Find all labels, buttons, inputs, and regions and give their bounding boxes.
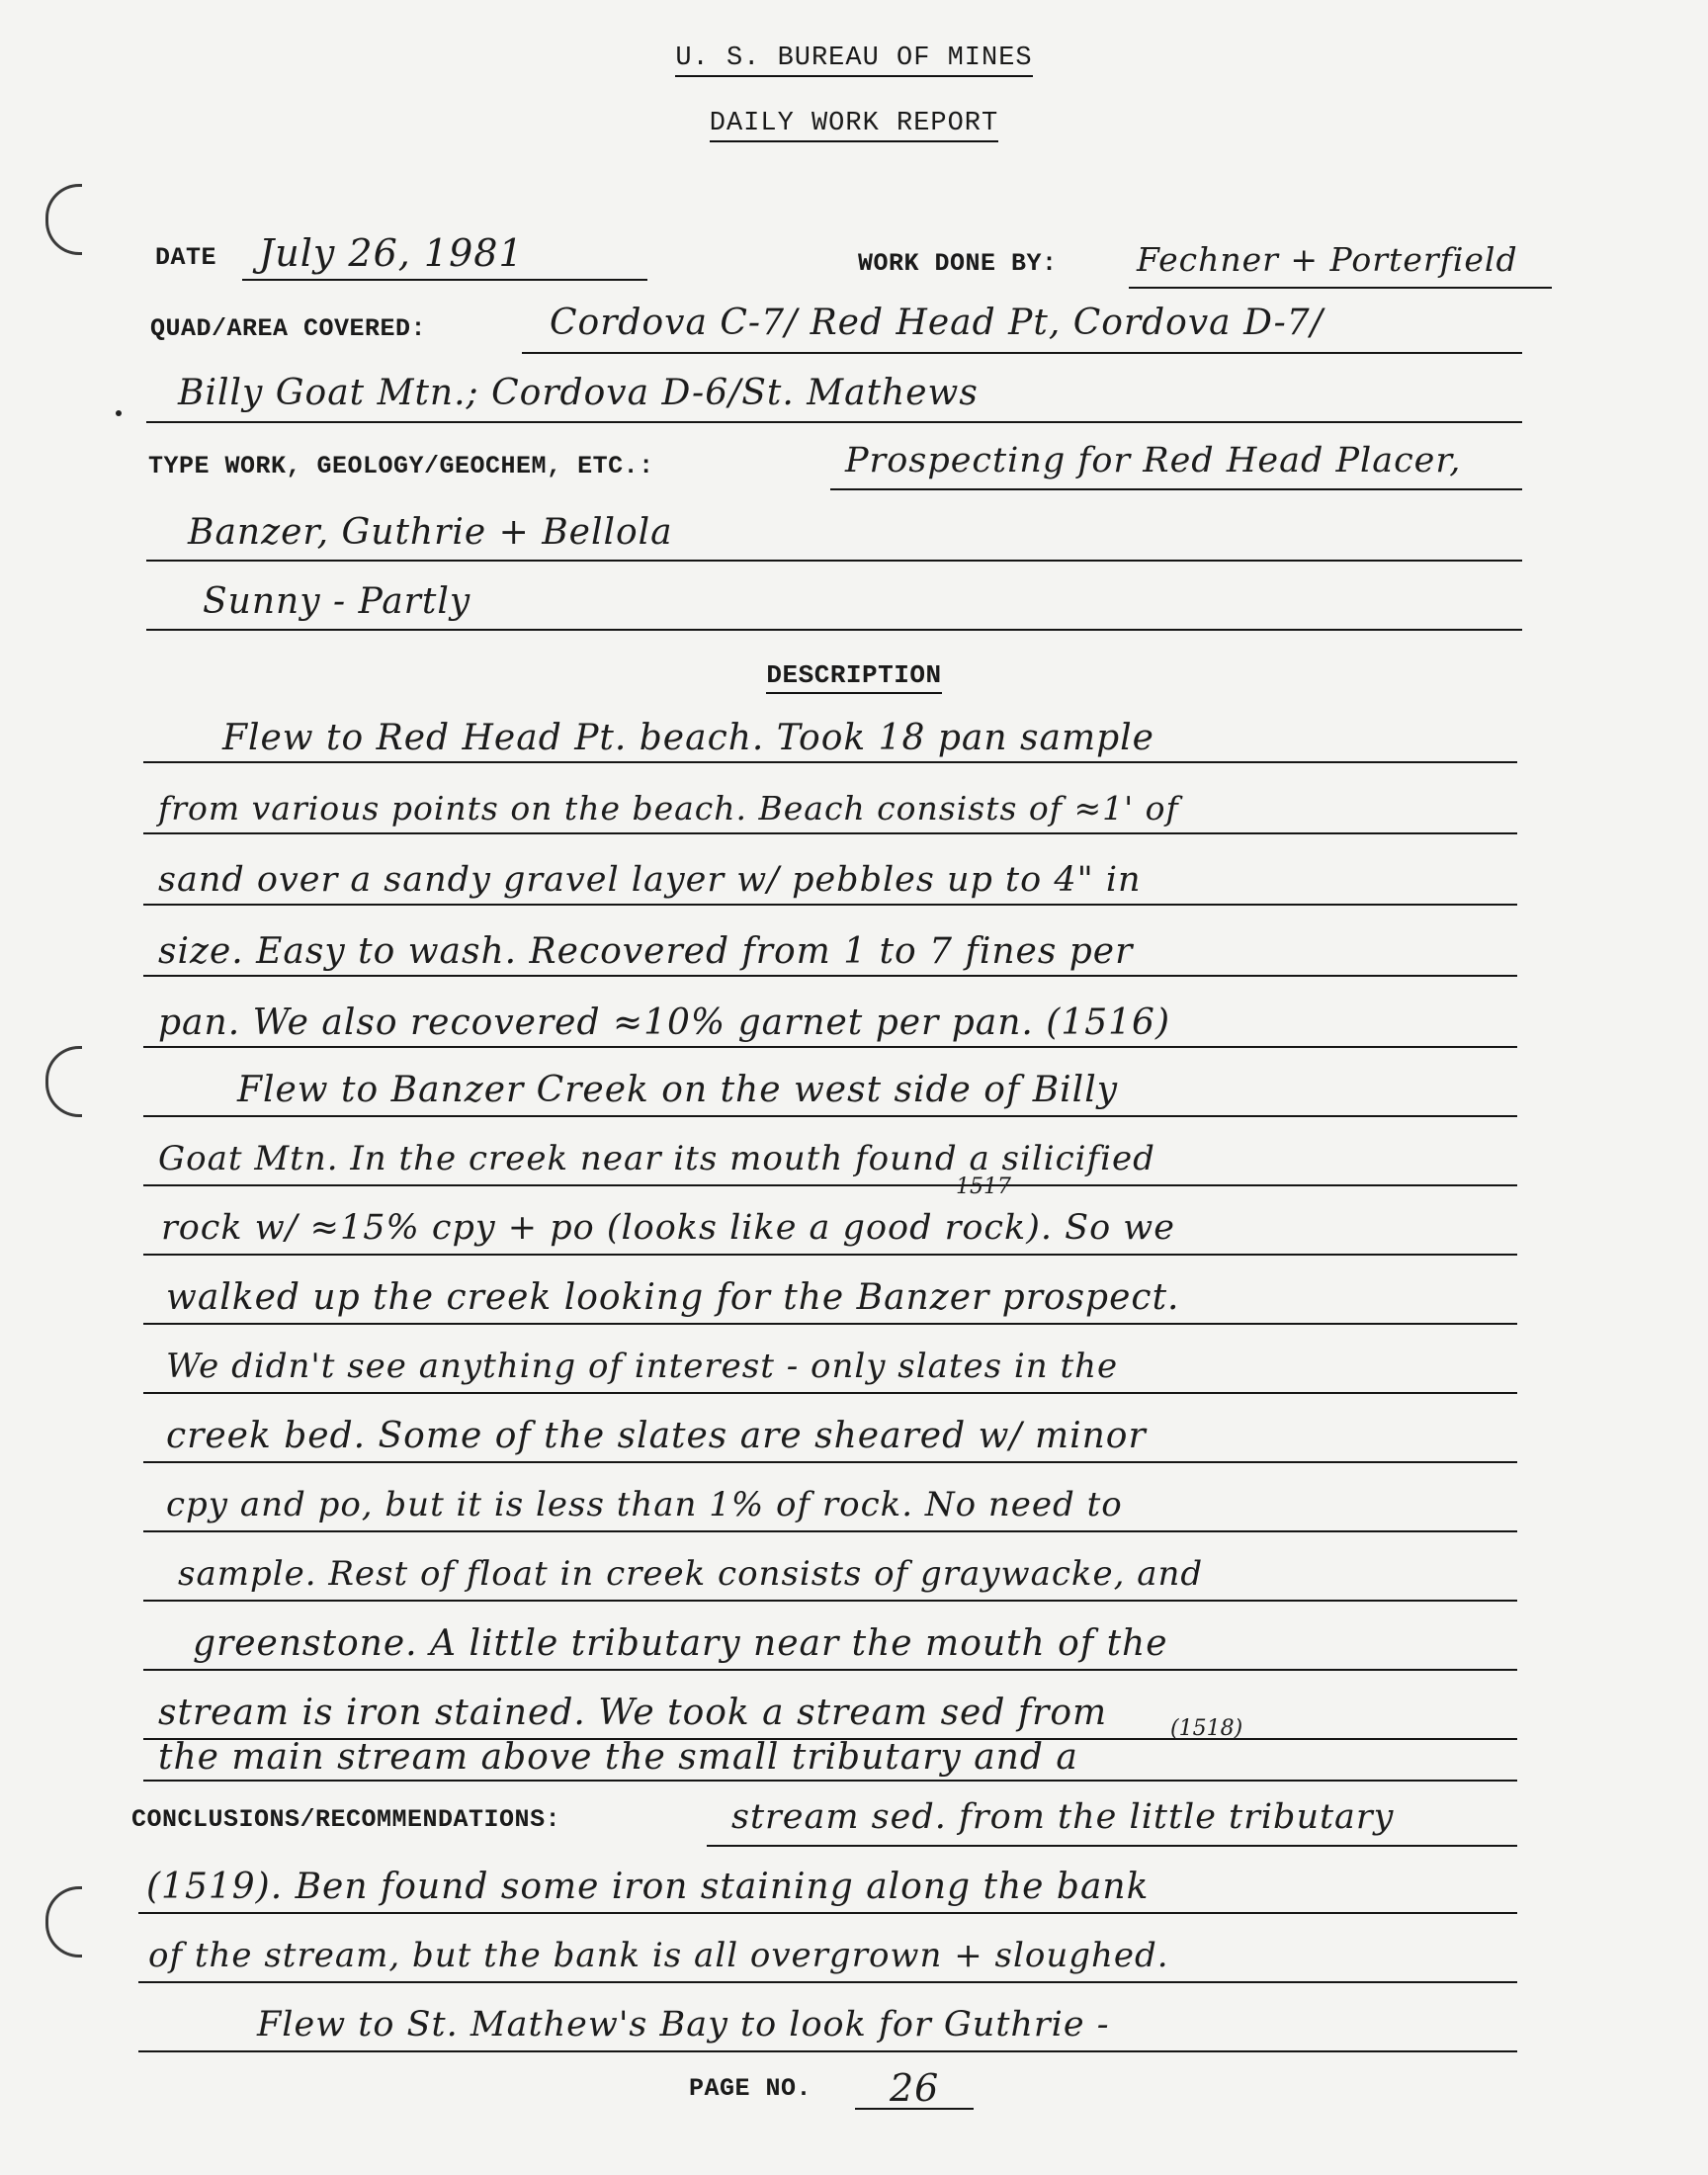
type-rule-2 [146, 560, 1522, 562]
description-line-11: creek bed. Some of the slates are sheared w/ minor [166, 1416, 1147, 1456]
desc-rule-16 [143, 1780, 1517, 1782]
sample-number-1517: 1517 [956, 1174, 1011, 1199]
description-line-7: Goat Mtn. In the creek near its mouth found a silicified [158, 1139, 1155, 1178]
desc-rule-4 [143, 975, 1517, 977]
agency-heading: U. S. BUREAU OF MINES [0, 44, 1708, 73]
description-line-6: Flew to Banzer Creek on the west side of Billy [237, 1070, 1119, 1110]
desc-rule-7 [143, 1184, 1517, 1186]
report-title: DAILY WORK REPORT [0, 109, 1708, 138]
desc-rule-10 [143, 1392, 1517, 1394]
description-line-15: stream is iron stained. We took a stream sed from [158, 1693, 1108, 1733]
desc-rule-11 [143, 1461, 1517, 1463]
work-done-by-label: WORK DONE BY: [858, 249, 1058, 278]
page-number-label: PAGE NO. [689, 2074, 812, 2103]
description-line-5: pan. We also recovered ≈10% garnet per pan. (1516) [158, 1002, 1170, 1043]
date-value: July 26, 1981 [259, 231, 524, 275]
conclusions-line-4: Flew to St. Mathew's Bay to look for Guthrie - [257, 2005, 1110, 2044]
concl-rule-3 [138, 1981, 1517, 1983]
type-value-line-3: Sunny - Partly [203, 581, 471, 622]
binder-hole-middle [45, 1046, 82, 1117]
description-line-13: sample. Rest of float in creek consists of graywacke, and [178, 1554, 1204, 1594]
desc-rule-6 [143, 1115, 1517, 1117]
description-line-1: Flew to Red Head Pt. beach. Took 18 pan sample [222, 718, 1154, 758]
quad-area-label: QUAD/AREA COVERED: [150, 314, 427, 343]
conclusions-line-1: stream sed. from the little tributary [731, 1797, 1395, 1837]
desc-rule-5 [143, 1046, 1517, 1048]
desc-rule-13 [143, 1600, 1517, 1602]
type-value-line-1: Prospecting for Red Head Placer, [845, 441, 1462, 480]
description-line-9: walked up the creek looking for the Banzer prospect. [166, 1277, 1180, 1318]
concl-rule-1 [707, 1845, 1517, 1847]
description-line-12: cpy and po, but it is less than 1% of rock. No need to [166, 1485, 1123, 1524]
concl-rule-2 [138, 1912, 1517, 1914]
desc-rule-8 [143, 1254, 1517, 1256]
concl-rule-4 [138, 2050, 1517, 2052]
desc-rule-2 [143, 832, 1517, 834]
date-label: DATE [155, 243, 217, 272]
sample-number-1518: (1518) [1170, 1716, 1243, 1741]
description-line-3: sand over a sandy gravel layer w/ pebbles up to 4" in [158, 860, 1142, 900]
work-done-by-value: Fechner + Porterfield [1137, 240, 1518, 279]
quad-value-line-1: Cordova C-7/ Red Head Pt, Cordova D-7/ [550, 303, 1324, 343]
description-line-10: We didn't see anything of interest - only slates in the [166, 1347, 1119, 1386]
desc-rule-12 [143, 1530, 1517, 1532]
description-line-8: rock w/ ≈15% cpy + po (looks like a good rock). So we [161, 1208, 1175, 1248]
type-rule-1 [830, 488, 1522, 490]
binder-hole-top [45, 184, 82, 255]
desc-rule-14 [143, 1669, 1517, 1671]
quad-rule-2 [146, 421, 1522, 423]
type-value-line-2: Banzer, Guthrie + Bellola [188, 512, 673, 553]
date-rule [242, 279, 647, 281]
type-rule-3 [146, 629, 1522, 631]
conclusions-line-3: of the stream, but the bank is all overgrown + sloughed. [148, 1936, 1169, 1975]
quad-rule-1 [522, 352, 1522, 354]
desc-rule-9 [143, 1323, 1517, 1325]
desc-rule-1 [143, 761, 1517, 763]
conclusions-line-2: (1519). Ben found some iron staining along the bank [146, 1867, 1150, 1907]
work-done-by-rule [1129, 287, 1552, 289]
page-number-value: 26 [890, 2066, 940, 2110]
type-work-label: TYPE WORK, GEOLOGY/GEOCHEM, ETC.: [148, 452, 654, 480]
description-line-14: greenstone. A little tributary near the mouth of the [193, 1623, 1168, 1664]
quad-value-line-2: Billy Goat Mtn.; Cordova D-6/St. Mathews [178, 373, 979, 413]
binder-hole-bottom [45, 1886, 82, 1958]
description-line-4: size. Easy to wash. Recovered from 1 to 7 fines per [158, 931, 1134, 972]
desc-rule-3 [143, 904, 1517, 906]
stray-mark [116, 410, 122, 416]
description-line-2: from various points on the beach. Beach consists of ≈1' of [158, 789, 1179, 827]
description-heading: DESCRIPTION [0, 660, 1708, 690]
description-line-16: the main stream above the small tributary and a [158, 1737, 1078, 1778]
conclusions-label: CONCLUSIONS/RECOMMENDATIONS: [131, 1805, 561, 1834]
